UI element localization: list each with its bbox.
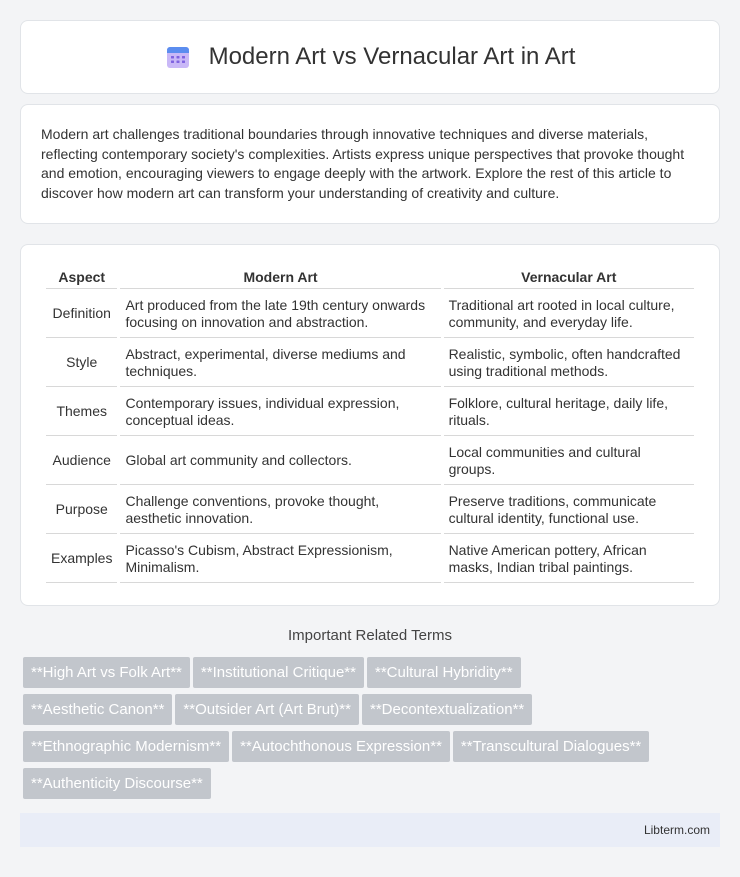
table-row bbox=[46, 485, 694, 534]
calendar-icon bbox=[165, 44, 191, 70]
table-header-row bbox=[46, 265, 694, 289]
table-row bbox=[46, 289, 694, 338]
table-row bbox=[46, 387, 694, 436]
intro-text: Modern art challenges traditional boundaries through innovative techniques and diverse materials, reflecting contemporary society's complexities. Artists express unique perspectives that provoke thought and emotion, encouraging viewers to engage deeply with the artwork. Explore the rest of this article to discover how modern art can transform your understanding of creativity and culture. bbox=[41, 126, 685, 201]
table-row bbox=[46, 436, 694, 485]
related-term-tag[interactable]: **Authenticity Discourse** bbox=[23, 768, 211, 799]
related-term-tag[interactable]: **Institutional Critique** bbox=[193, 657, 364, 688]
related-terms-title: Important Related Terms bbox=[288, 627, 452, 644]
row-modern: Abstract, experimental, diverse mediums and techniques. bbox=[120, 338, 440, 387]
related-term-tag[interactable]: **Ethnographic Modernism** bbox=[23, 731, 229, 762]
table-row bbox=[46, 534, 694, 583]
footer bbox=[20, 813, 720, 847]
row-vernacular: Traditional art rooted in local culture, community, and everyday life. bbox=[444, 289, 694, 338]
table-row bbox=[46, 338, 694, 387]
row-aspect: Definition bbox=[46, 289, 117, 338]
row-modern: Global art community and collectors. bbox=[120, 436, 440, 485]
row-modern: Challenge conventions, provoke thought, aesthetic innovation. bbox=[120, 485, 440, 534]
related-term-tag[interactable]: **Transcultural Dialogues** bbox=[453, 731, 649, 762]
page-title: Modern Art vs Vernacular Art in Art bbox=[208, 43, 576, 70]
comparison-table bbox=[43, 265, 697, 583]
row-aspect: Audience bbox=[46, 436, 117, 485]
related-term-tag[interactable]: **Aesthetic Canon** bbox=[23, 694, 172, 725]
header-vernacular-art: Vernacular Art bbox=[444, 265, 694, 289]
row-vernacular: Folklore, cultural heritage, daily life, rituals. bbox=[444, 387, 694, 436]
header-aspect: Aspect bbox=[46, 265, 117, 289]
row-vernacular: Realistic, symbolic, often handcrafted using traditional methods. bbox=[444, 338, 694, 387]
comparison-card bbox=[20, 244, 720, 606]
related-term-tag[interactable]: **Cultural Hybridity** bbox=[367, 657, 521, 688]
header-modern-art: Modern Art bbox=[120, 265, 440, 289]
row-vernacular: Preserve traditions, communicate cultural identity, functional use. bbox=[444, 485, 694, 534]
row-modern: Art produced from the late 19th century onwards focusing on innovation and abstraction. bbox=[120, 289, 440, 338]
row-vernacular: Local communities and cultural groups. bbox=[444, 436, 694, 485]
row-vernacular: Native American pottery, African masks, Indian tribal paintings. bbox=[444, 534, 694, 583]
related-term-tag[interactable]: **Decontextualization** bbox=[362, 694, 532, 725]
footer-brand-link[interactable]: Libterm.com bbox=[643, 823, 710, 837]
intro-card bbox=[20, 104, 720, 224]
row-modern: Contemporary issues, individual expression, conceptual ideas. bbox=[120, 387, 440, 436]
row-aspect: Purpose bbox=[46, 485, 117, 534]
row-modern: Picasso's Cubism, Abstract Expressionism, Minimalism. bbox=[120, 534, 440, 583]
row-aspect: Themes bbox=[46, 387, 117, 436]
related-term-tag[interactable]: **High Art vs Folk Art** bbox=[23, 657, 190, 688]
row-aspect: Style bbox=[46, 338, 117, 387]
title-card bbox=[20, 20, 720, 94]
related-term-tag[interactable]: **Autochthonous Expression** bbox=[232, 731, 450, 762]
row-aspect: Examples bbox=[46, 534, 117, 583]
related-term-tag[interactable]: **Outsider Art (Art Brut)** bbox=[175, 694, 359, 725]
related-terms-list bbox=[23, 657, 723, 805]
